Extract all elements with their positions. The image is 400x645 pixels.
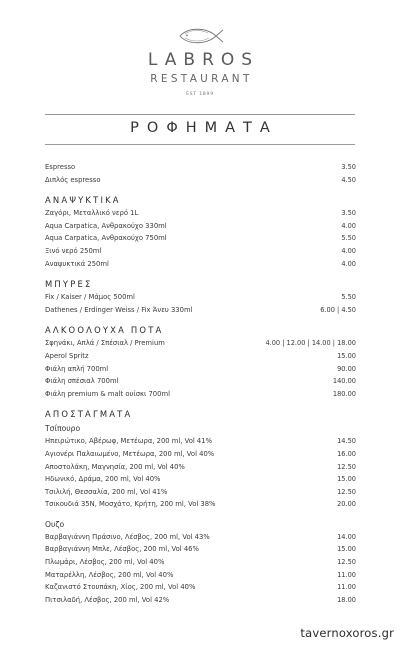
item-name: Βαρβαγιάννη Πράσινο, Λέσβος, 200 ml, Vol 43%: [45, 532, 210, 541]
item-price: 18.00: [337, 595, 356, 604]
brand-established: EST 1899: [186, 92, 214, 97]
menu-item: [45, 473, 356, 486]
item-name: Πιτσιλαδή, Λέσβος, 200 ml, Vol 42%: [45, 595, 170, 604]
subsection-title: Ουζο: [45, 519, 65, 529]
menu-item: [45, 174, 356, 187]
item-price: 180.00: [332, 389, 356, 398]
item-name: Ηπειρώτικο, Αβέρωφ, Μετέωρα, 200 ml, Vol 41%: [45, 437, 213, 446]
item-price: 90.00: [337, 364, 356, 373]
item-name: Πλωμάρι, Λέσβος, 200 ml, Vol 40%: [45, 558, 165, 567]
menu-item: [45, 232, 356, 245]
item-name: Αγιονέρι Παλαιωμένο, Μετέωρα, 200 ml, Vol 40%: [45, 449, 215, 458]
item-price: 6.00 | 4.50: [320, 305, 356, 314]
item-name: Αναψυκτικά 250ml: [45, 259, 109, 268]
menu-item: [45, 448, 356, 461]
item-price: 4.00: [341, 259, 356, 268]
menu-item: [45, 569, 356, 582]
menu-item: [45, 258, 356, 271]
item-name: Διπλός espresso: [45, 175, 101, 184]
item-price: 4.00: [341, 221, 356, 230]
menu-section: [45, 324, 356, 400]
item-name: Σφηνάκι, Απλά / Σπέσιαλ / Premium: [45, 339, 165, 348]
item-name: Aperol Spritz: [45, 351, 89, 360]
menu-item: [45, 581, 356, 594]
item-price: 15.00: [337, 545, 356, 554]
section-title: ΑΠΟΣΤΑΓΜΑΤΑ: [45, 409, 133, 420]
item-name: Aqua Carpatica, Ανθρακούχο 330ml: [45, 221, 167, 230]
item-name: Καζανιστό Στουπάκη, Χίος, 200 ml, Vol 40%: [45, 583, 196, 592]
page-title: ΡΟΦΗΜΑΤΑ: [130, 120, 278, 136]
item-price: 12.50: [337, 462, 356, 471]
menu-item: [45, 388, 356, 401]
item-price: 11.00: [337, 570, 356, 579]
item-name: Dathenes / Erdinger Weiss / Fix Άνευ 330ml: [45, 305, 193, 314]
item-price: 3.50: [341, 209, 356, 218]
menu-item: [45, 556, 356, 569]
item-price: 12.50: [337, 487, 356, 496]
item-name: Φιάλη premium & malt ουίσκι 700ml: [45, 389, 170, 398]
section-title: ΜΠΥΡΕΣ: [45, 279, 93, 290]
divider-top: [45, 114, 355, 115]
restaurant-header: [0, 0, 400, 110]
item-name: Αποστολάκη, Μαγνησία, 200 ml, Vol 40%: [45, 462, 185, 471]
item-price: 16.00: [337, 449, 356, 458]
item-name: Fix / Kaiser / Μάμος 500ml: [45, 293, 135, 302]
menu-item: [45, 245, 356, 258]
menu-section: [45, 194, 356, 270]
item-price: 3.50: [341, 163, 356, 171]
item-name: Espresso: [45, 163, 76, 171]
menu-item: [45, 594, 356, 607]
menu-item: [45, 375, 356, 388]
menu-item: [45, 350, 356, 363]
item-price: 4.50: [341, 175, 356, 184]
subsection-title: Τσίπουρο: [45, 424, 81, 434]
menu-item: [45, 486, 356, 499]
item-price: 20.00: [337, 500, 356, 509]
item-price: 12.50: [337, 558, 356, 567]
item-name: Τσιλιλή, Θεσσαλία, 200 ml, Vol 41%: [45, 487, 168, 496]
item-name: Φιάλη σπέσιαλ 700ml: [45, 377, 119, 386]
divider-bottom: [45, 144, 355, 145]
menu-item: [45, 498, 356, 511]
item-name: Ζαγόρι, Μεταλλικό νερό 1L: [45, 209, 139, 218]
item-price: 5.50: [341, 293, 356, 302]
menu-item: [45, 304, 356, 317]
menu-item: [45, 207, 356, 220]
subsection-spacer: [45, 511, 356, 517]
item-name: Aqua Carpatica, Ανθρακούχο 750ml: [45, 234, 167, 243]
brand-subtitle: RESTAURANT: [150, 73, 253, 85]
item-price: 4.00 | 12.00 | 14.00 | 18.00: [265, 339, 356, 348]
menu-item: [45, 461, 356, 474]
item-price: 14.50: [337, 437, 356, 446]
item-name: Φιάλη απλή 700ml: [45, 364, 109, 373]
item-price: 14.00: [337, 532, 356, 541]
brand-name: LABROS: [147, 50, 260, 70]
item-name: Ματαρέλλη, Λέσβος, 200 ml, Vol 40%: [45, 570, 174, 579]
menu-item: [45, 291, 356, 304]
menu-section: [45, 278, 356, 316]
fish-icon: [176, 26, 224, 46]
menu-section: [45, 408, 356, 606]
item-price: 4.00: [341, 246, 356, 255]
item-price: 11.00: [337, 583, 356, 592]
item-price: 140.00: [332, 377, 356, 386]
section-title: ΑΛΚΟΟΛΟΥΧΑ ΠΟΤΑ: [45, 325, 164, 336]
menu-list: [45, 161, 356, 614]
menu-item: [45, 161, 356, 174]
item-price: 15.00: [337, 475, 356, 484]
menu-item: [45, 363, 356, 376]
section-title: ΑΝΑΨΥΚΤΙΚΑ: [45, 195, 121, 206]
menu-item: [45, 531, 356, 544]
item-price: 5.50: [341, 234, 356, 243]
menu-section: [45, 161, 356, 186]
item-name: Ξινό νερό 250ml: [45, 246, 102, 255]
menu-item: [45, 543, 356, 556]
menu-item: [45, 435, 356, 448]
item-price: 15.00: [337, 351, 356, 360]
item-name: Βαρβαγιάννη Μπλε, Λέσβος, 200 ml, Vol 46%: [45, 545, 199, 554]
menu-item: [45, 220, 356, 233]
item-name: Τσικουδιά 35Ν, Μοσχάτο, Κρήτη, 200 ml, Vol 38%: [45, 500, 216, 509]
menu-item: [45, 337, 356, 350]
item-name: Ηδωνικό, Δράμα, 200 ml, Vol 40%: [45, 475, 161, 484]
watermark: tavernoxoros.gr: [300, 626, 394, 640]
